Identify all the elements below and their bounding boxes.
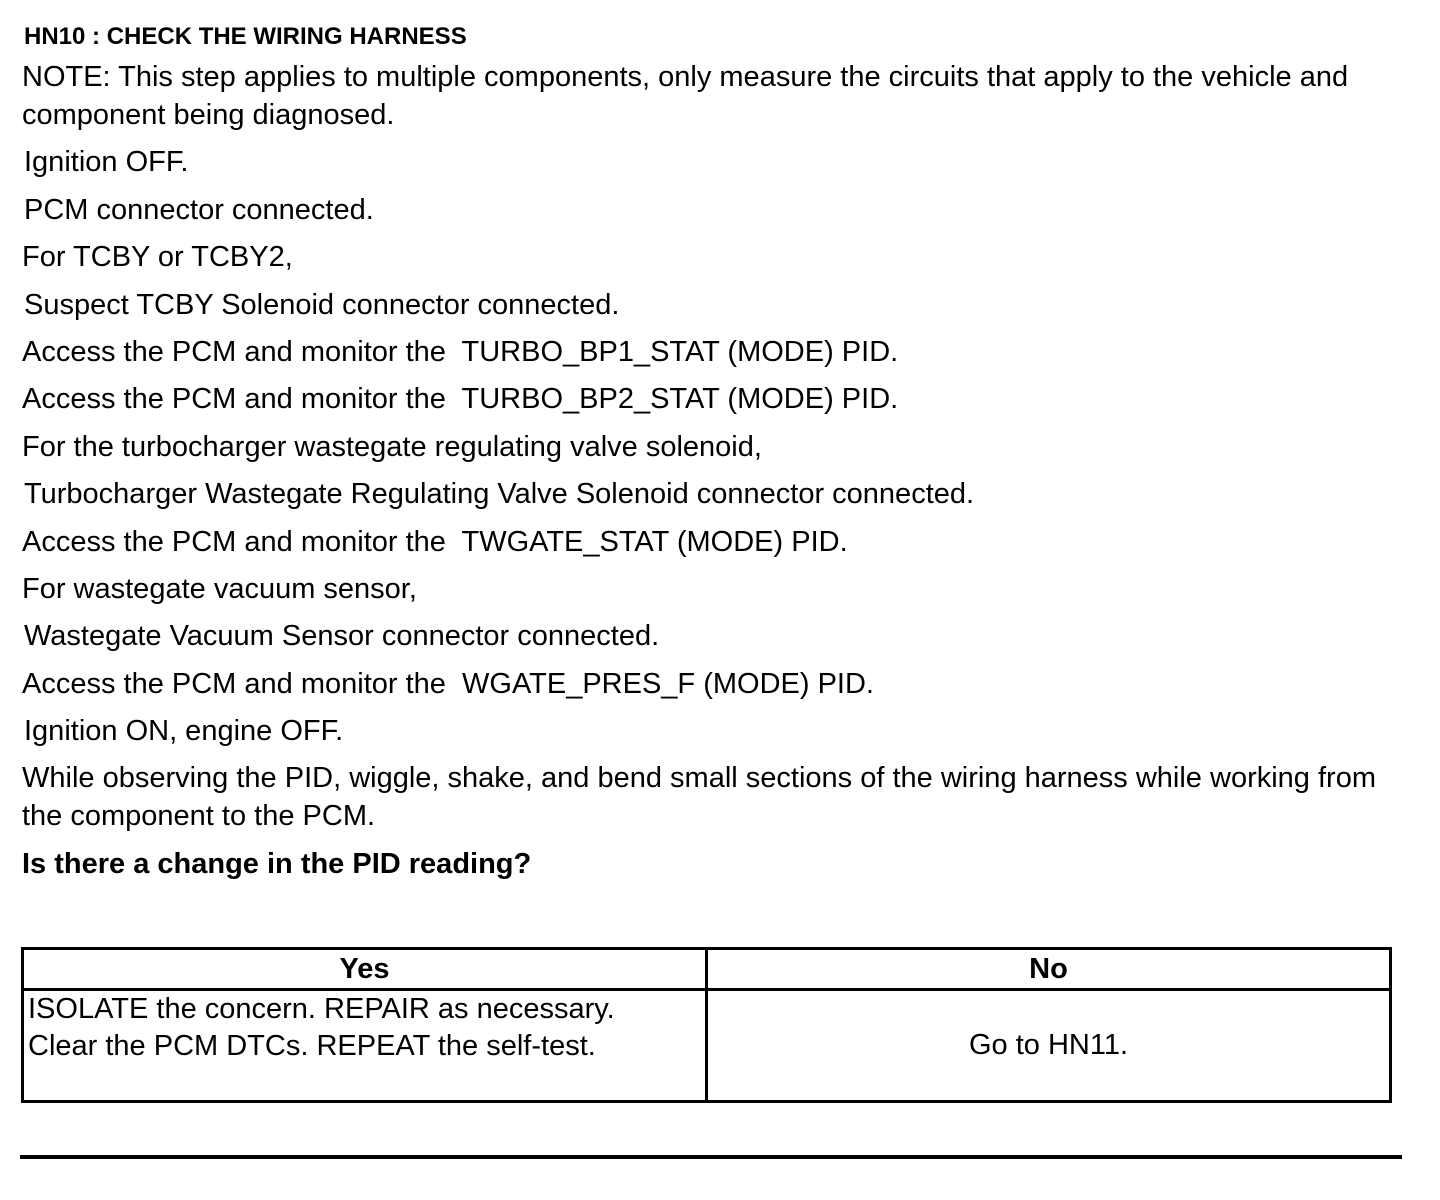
step-wastegate-solenoid-connector: Turbocharger Wastegate Regulating Valve Solenoid connector connected.: [24, 478, 975, 511]
step-for-vacuum-sensor: For wastegate vacuum sensor,: [22, 572, 417, 605]
table-row: [23, 990, 1391, 1102]
yes-action-line: ISOLATE the concern. REPAIR as necessary.: [28, 993, 615, 1025]
step-vacuum-sensor-connector: Wastegate Vacuum Sensor connector connected.: [24, 620, 660, 653]
step-ignition-on: Ignition ON, engine OFF.: [24, 715, 344, 748]
step-wiggle-test: While observing the PID, wiggle, shake, and bend small sections of the wiring harness while working from the component to the PCM.: [22, 762, 1385, 833]
header-no: No: [707, 949, 1391, 990]
procedure-page: [22, 20, 1402, 883]
step-for-tcby: For TCBY or TCBY2,: [22, 241, 293, 274]
yes-action-cell: [23, 990, 707, 1102]
step-question: Is there a change in the PID reading?: [22, 847, 532, 880]
yes-action-line: Clear the PCM DTCs. REPEAT the self-test.: [28, 1030, 596, 1062]
step-monitor-twgate: Access the PCM and monitor the TWGATE_STAT (MODE) PID.: [22, 525, 848, 558]
step-monitor-bp1: Access the PCM and monitor the TURBO_BP1_STAT (MODE) PID.: [22, 335, 899, 368]
header-yes: Yes: [23, 949, 707, 990]
no-action-cell: Go to HN11.: [707, 990, 1391, 1102]
step-pcm-connector: PCM connector connected.: [24, 193, 374, 226]
step-for-wastegate-solenoid: For the turbocharger wastegate regulating valve solenoid,: [22, 430, 762, 463]
result-table: [21, 947, 1392, 1103]
table-header-row: [23, 949, 1391, 990]
step-ignition-off: Ignition OFF.: [24, 146, 189, 179]
bottom-divider: [20, 1155, 1402, 1159]
step-heading: HN10 : CHECK THE WIRING HARNESS: [24, 23, 467, 50]
step-monitor-bp2: Access the PCM and monitor the TURBO_BP2_STAT (MODE) PID.: [22, 383, 899, 416]
step-tcby-connector: Suspect TCBY Solenoid connector connected.: [24, 288, 620, 321]
step-note: NOTE: This step applies to multiple components, only measure the circuits that apply to the vehicle and component being diagnosed.: [22, 61, 1357, 131]
step-monitor-wgate-pres: Access the PCM and monitor the WGATE_PRES_F (MODE) PID.: [22, 667, 874, 700]
